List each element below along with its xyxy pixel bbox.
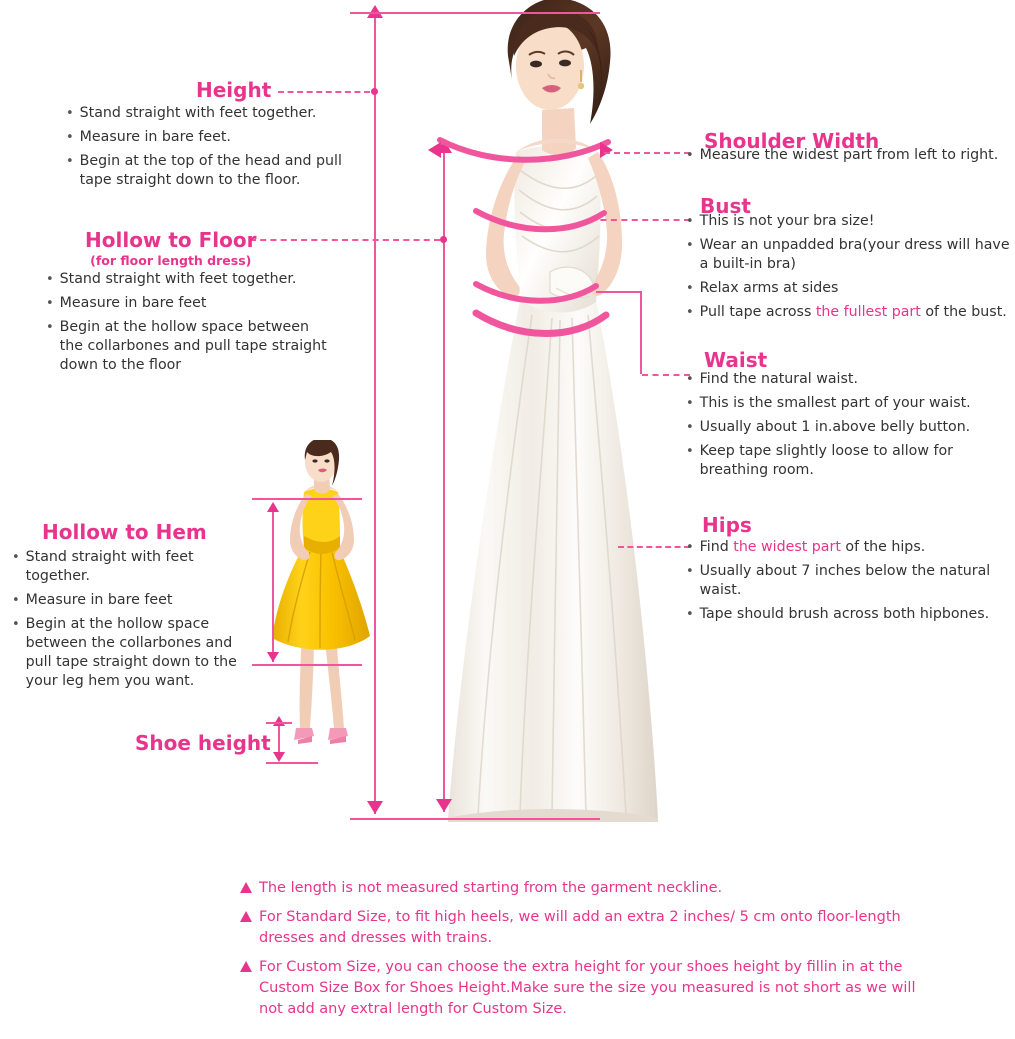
footnote-item: The length is not measured starting from the garment neckline. bbox=[240, 878, 940, 899]
bullet-dot: • bbox=[686, 238, 694, 254]
model-illustration-short bbox=[250, 440, 390, 770]
bust-bullets bbox=[686, 212, 1011, 327]
height-leader bbox=[278, 91, 370, 93]
bullet-dot: • bbox=[46, 272, 54, 287]
hollow-to-floor-title: Hollow to Floor bbox=[85, 228, 257, 252]
floor-reference-line bbox=[350, 818, 600, 820]
height-bullets bbox=[66, 104, 366, 195]
list-item: • Wear an unpadded bra(your dress will have a built-in bra) bbox=[686, 237, 1010, 273]
hips-widest-part-text: Find the widest part of the hips. bbox=[699, 539, 926, 555]
list-item: • This is the smallest part of your waist. bbox=[686, 395, 971, 412]
list-item: • Stand straight with feet together. bbox=[46, 271, 297, 287]
hollow-to-floor-node bbox=[440, 236, 447, 243]
warning-triangle-icon bbox=[240, 911, 252, 922]
footnote-item: For Standard Size, to fit high heels, we will add an extra 2 inches/ 5 cm onto floor-length dresses and dresses with trains. bbox=[240, 907, 940, 949]
shoulder-arrow-left bbox=[428, 142, 441, 158]
list-item bbox=[686, 538, 1006, 557]
list-item: • Keep tape slightly loose to allow for breathing room. bbox=[686, 443, 953, 479]
waist-leader-dash bbox=[642, 374, 690, 376]
bullet-dot: • bbox=[686, 564, 694, 580]
shoulder-width-bullets bbox=[686, 146, 1006, 170]
hollow-to-floor-section bbox=[85, 228, 257, 268]
height-section bbox=[196, 78, 271, 102]
height-arrow-bottom bbox=[367, 801, 383, 814]
bullet-dot: • bbox=[686, 420, 694, 436]
hollow-to-floor-leader bbox=[250, 239, 440, 241]
bullet-dot: • bbox=[12, 617, 20, 633]
footnotes bbox=[240, 878, 940, 1028]
shoulder-leader bbox=[604, 152, 690, 154]
bullet-dot: • bbox=[686, 148, 694, 163]
bullet-dot: • bbox=[686, 540, 694, 555]
hips-curve bbox=[470, 305, 610, 345]
bullet-dot: • bbox=[46, 296, 54, 312]
shoe-height-arrow-top bbox=[273, 716, 285, 726]
bullet-dot: • bbox=[686, 444, 694, 460]
list-item: • Begin at the hollow space between the collarbones and pull tape straight down to the your leg hem you want. bbox=[12, 616, 237, 690]
bust-curve bbox=[470, 205, 610, 241]
hips-section bbox=[702, 513, 752, 537]
shoe-height-title: Shoe height bbox=[135, 731, 271, 755]
hollow-to-hem-bottom-reference bbox=[252, 664, 362, 666]
list-item: • Measure in bare feet bbox=[12, 592, 173, 609]
height-title: Height bbox=[196, 78, 272, 102]
warning-triangle-icon bbox=[240, 961, 252, 972]
model-illustration-tall bbox=[400, 0, 700, 830]
hips-bullets bbox=[686, 538, 1006, 629]
list-item: • Measure the widest part from left to right. bbox=[686, 147, 999, 163]
waist-leader-vertical bbox=[640, 292, 642, 374]
shoe-height-bottom-reference bbox=[266, 762, 318, 764]
hollow-to-floor-subtitle: (for floor length dress) bbox=[90, 253, 252, 268]
hollow-to-hem-title: Hollow to Hem bbox=[42, 520, 207, 544]
bullet-dot: • bbox=[686, 281, 694, 297]
bust-fullest-part-text: Pull tape across the fullest part of the bust. bbox=[699, 304, 1007, 321]
head-top-reference-line bbox=[350, 12, 600, 14]
shoe-height-arrow-bottom bbox=[273, 752, 285, 762]
list-item: • Measure in bare feet bbox=[46, 295, 207, 312]
waist-section bbox=[704, 348, 767, 372]
hips-title: Hips bbox=[702, 513, 752, 537]
bullet-dot: • bbox=[66, 130, 74, 146]
footnote-item: For Custom Size, you can choose the extra height for your shoes height by fillin in at the Custom Size Box for Shoes Height.Make sure the size you measured is not short as we will not add any extral length for Custom Size. bbox=[240, 957, 940, 1020]
waist-title: Waist bbox=[704, 348, 768, 372]
hollow-to-hem-arrow-top bbox=[267, 502, 279, 512]
shoulder-arrow-right bbox=[600, 142, 613, 158]
bullet-dot: • bbox=[686, 607, 694, 623]
list-item: • Usually about 7 inches below the natural waist. bbox=[686, 563, 991, 599]
hollow-to-hem-bullets bbox=[12, 548, 242, 696]
waist-leader-horizontal bbox=[596, 291, 642, 293]
bullet-dot: • bbox=[12, 550, 20, 565]
bullet-dot: • bbox=[46, 320, 54, 336]
hollow-to-hem-top-reference bbox=[252, 498, 362, 500]
bust-leader bbox=[590, 219, 690, 221]
list-item: • Usually about 1 in.above belly button. bbox=[686, 419, 971, 436]
bullet-dot: • bbox=[686, 305, 694, 321]
hollow-to-hem-line bbox=[272, 512, 274, 662]
bullet-dot: • bbox=[686, 214, 694, 229]
height-line bbox=[374, 18, 376, 814]
list-item: • Find the natural waist. bbox=[686, 371, 858, 387]
hollow-to-hem-arrow-bottom bbox=[267, 652, 279, 662]
shoe-height-top-reference bbox=[266, 722, 292, 724]
bullet-dot: • bbox=[66, 154, 74, 170]
hollow-to-floor-line bbox=[443, 152, 445, 812]
bullet-dot: • bbox=[12, 593, 20, 609]
bullet-dot: • bbox=[686, 396, 694, 412]
list-item bbox=[686, 303, 1011, 322]
list-item: • This is not your bra size! bbox=[686, 213, 875, 229]
bust-title: Bust bbox=[700, 194, 751, 218]
hollow-to-hem-section bbox=[42, 520, 207, 544]
shoulder-width-curve bbox=[430, 132, 620, 172]
list-item: • Relax arms at sides bbox=[686, 280, 839, 297]
shoulder-width-title: Shoulder Width bbox=[704, 129, 880, 153]
waist-bullets bbox=[686, 370, 1001, 485]
list-item: • Tape should brush across both hipbones. bbox=[686, 606, 990, 623]
hollow-to-floor-arrow-bottom bbox=[436, 799, 452, 812]
height-node bbox=[371, 88, 378, 95]
list-item: • Stand straight with feet together. bbox=[66, 105, 317, 121]
bullet-dot: • bbox=[66, 106, 74, 121]
list-item: • Measure in bare feet. bbox=[66, 129, 231, 146]
list-item: • Begin at the hollow space between the collarbones and pull tape straight down to the floor bbox=[46, 319, 327, 374]
bullet-dot: • bbox=[686, 372, 694, 387]
hips-leader bbox=[618, 546, 690, 548]
hollow-to-floor-bullets bbox=[46, 270, 336, 380]
shoe-height-section bbox=[135, 731, 271, 755]
list-item: • Stand straight with feet together. bbox=[12, 549, 194, 585]
list-item: • Begin at the top of the head and pull tape straight down to the floor. bbox=[66, 153, 342, 189]
warning-triangle-icon bbox=[240, 882, 252, 893]
